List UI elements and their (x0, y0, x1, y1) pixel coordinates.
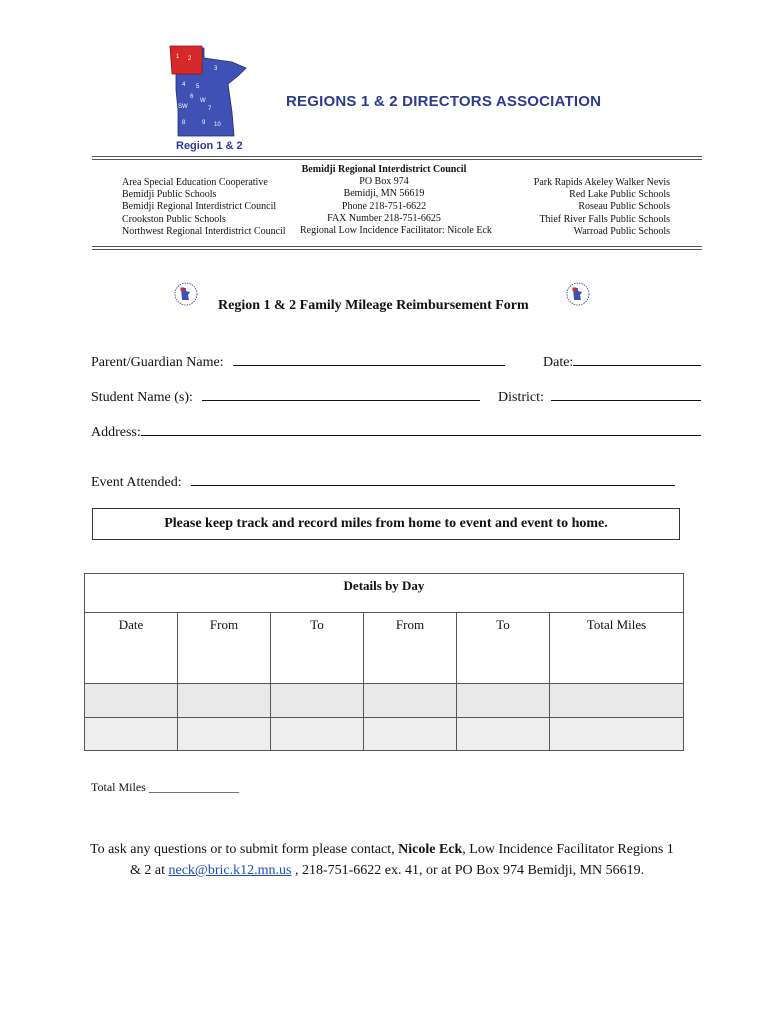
student-name-line[interactable] (202, 388, 480, 401)
column-header: From (364, 613, 457, 684)
member-item: Crookston Public Schools (122, 213, 226, 225)
divider (92, 249, 702, 250)
table-cell[interactable] (178, 718, 271, 751)
total-miles-blank[interactable]: _______________ (148, 780, 239, 794)
table-row (85, 684, 684, 718)
table-caption: Details by Day (85, 574, 684, 613)
column-header: To (457, 613, 550, 684)
date-label: Date: (543, 355, 574, 370)
right-member-list (510, 177, 670, 238)
date-field[interactable] (543, 353, 701, 371)
map-num: 7 (208, 106, 212, 112)
event-field[interactable] (91, 473, 675, 491)
table-cell[interactable] (457, 718, 550, 751)
map-num: 10 (214, 122, 221, 128)
district-line[interactable] (551, 388, 701, 401)
column-header: From (178, 613, 271, 684)
map-num: 8 (182, 120, 186, 126)
table-cell[interactable] (364, 684, 457, 718)
contact-paragraph (90, 839, 730, 881)
form-title: Region 1 & 2 Family Mileage Reimbursement Form (218, 298, 529, 313)
member-item: Roseau Public Schools (578, 201, 670, 213)
minnesota-map-logo (168, 40, 250, 142)
address-line[interactable] (141, 423, 701, 436)
table-cell[interactable] (271, 718, 364, 751)
contact-name: Nicole Eck (398, 842, 463, 857)
event-line[interactable] (191, 473, 675, 486)
member-item: Park Rapids Akeley Walker Nevis (533, 177, 670, 188)
table-cell[interactable] (85, 684, 178, 718)
table-cell[interactable] (271, 684, 364, 718)
map-num: W (200, 98, 206, 104)
district-field[interactable] (498, 388, 701, 406)
column-header: To (271, 613, 364, 684)
map-num: 9 (202, 120, 206, 126)
details-by-day-table (84, 573, 684, 751)
contact-email-link[interactable]: neck@bric.k12.mn.us (168, 863, 292, 878)
table-row (85, 718, 684, 751)
map-num: 2 (188, 56, 192, 62)
facilitator-line: Regional Low Incidence Facilitator: Nicole Eck (300, 225, 492, 237)
member-item: Red Lake Public Schools (569, 189, 670, 201)
table-cell[interactable] (85, 718, 178, 751)
association-seal-icon (566, 282, 590, 306)
member-item: Bemidji Regional Interdistrict Council (122, 201, 277, 213)
divider (92, 156, 702, 157)
map-num: SW (178, 104, 188, 110)
phone-line: Phone 218-751-6622 (341, 200, 427, 212)
association-title: REGIONS 1 & 2 DIRECTORS ASSOCIATION (286, 93, 602, 110)
map-region-red-shape (170, 46, 202, 74)
parent-name-label: Parent/Guardian Name: (91, 355, 224, 370)
divider (92, 159, 702, 160)
table-header-row (85, 613, 684, 684)
address-field[interactable] (91, 423, 701, 441)
total-miles-label: Total Miles (91, 780, 146, 794)
contact-text: To ask any questions or to submit form please contact, (90, 842, 395, 857)
council-address-block (300, 164, 492, 237)
map-num: 3 (214, 66, 218, 72)
table-cell[interactable] (457, 684, 550, 718)
address-line: Bemidji, MN 56619 (343, 188, 425, 200)
member-item: Area Special Education Cooperative (122, 177, 268, 188)
student-name-label: Student Name (s): (91, 390, 193, 405)
contact-text: , 218-751-6622 ex. 41, or at PO Box 974 Bemidji, MN 56619. (294, 863, 645, 878)
table-cell[interactable] (550, 718, 684, 751)
map-num: 4 (182, 82, 186, 88)
member-item: Northwest Regional Interdistrict Council (122, 225, 286, 237)
address-label: Address: (91, 425, 141, 440)
contact-text: , Low Incidence Facilitator Regions 1 (462, 842, 674, 857)
date-line[interactable] (573, 353, 701, 366)
left-member-list (122, 177, 286, 238)
district-label: District: (498, 390, 544, 405)
fax-line: FAX Number 218-751-6625 (327, 212, 441, 224)
student-name-field[interactable] (91, 388, 480, 406)
divider (92, 246, 702, 247)
member-item: Bemidji Public Schools (122, 189, 217, 201)
mileage-notice: Please keep track and record miles from home to event and event to home. (92, 508, 680, 540)
table-cell[interactable] (178, 684, 271, 718)
event-label: Event Attended: (91, 475, 182, 490)
map-num: 5 (196, 84, 200, 90)
region-label: Region 1 & 2 (176, 140, 243, 152)
parent-name-field[interactable] (91, 353, 505, 371)
parent-name-line[interactable] (233, 353, 505, 366)
column-header: Date (85, 613, 178, 684)
total-miles-field[interactable] (91, 780, 239, 795)
member-item: Thief River Falls Public Schools (539, 213, 670, 225)
member-item: Warroad Public Schools (573, 225, 670, 237)
table-cell[interactable] (364, 718, 457, 751)
map-num: 1 (176, 54, 180, 60)
address-line: PO Box 974 (359, 176, 409, 188)
column-header: Total Miles (550, 613, 684, 684)
council-heading: Bemidji Regional Interdistrict Council (301, 164, 467, 175)
table-cell[interactable] (550, 684, 684, 718)
contact-text: & 2 at (130, 863, 165, 878)
association-seal-icon (174, 282, 198, 306)
map-num: 6 (190, 94, 194, 100)
